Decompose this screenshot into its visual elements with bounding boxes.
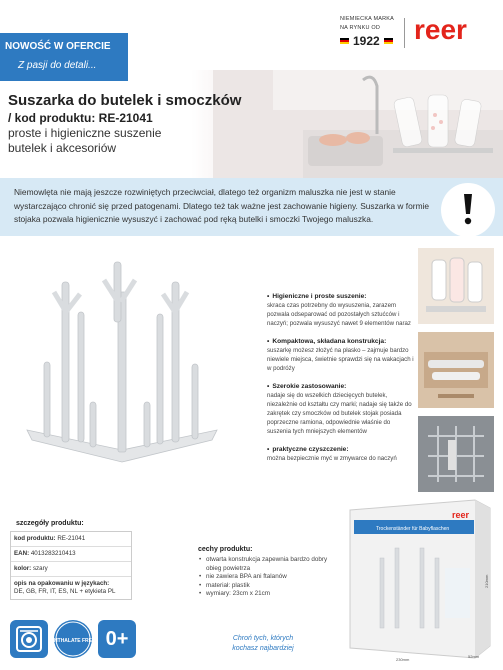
box-dim-height: 210mm xyxy=(484,574,489,588)
cechy-item: • nie zawiera BPA ani ftalanów xyxy=(198,573,338,582)
feature-icons xyxy=(10,620,136,658)
german-flag-icon xyxy=(340,38,349,44)
age-text: 0+ xyxy=(105,627,129,650)
features-list xyxy=(267,292,414,472)
new-offer-banner xyxy=(0,33,128,81)
cechy-item: • materiał: plastik xyxy=(198,582,338,591)
brand-year-text: 1922 xyxy=(353,34,380,48)
details-title: szczegóły produktu: xyxy=(16,520,84,527)
details-label: EAN: xyxy=(14,550,30,557)
details-label: opis na opakowaniu w językach: xyxy=(14,580,110,587)
feature-item xyxy=(267,382,414,436)
feature-desc: nadaje się do wszelkich dziecięcych butelek, niezależnie od kształtu czy marki; nadaje się także do zakrętek czy smoczków od butelek stojak posiada poprzeczne ramiona, odpowiednie właśnie do suszenia tych mniejszych elementów xyxy=(267,392,412,435)
thumbnail-drawer-photo xyxy=(416,330,492,406)
age-0-plus-icon xyxy=(98,620,136,658)
product-subtitle-1: proste i higieniczne suszenie xyxy=(8,126,162,140)
thumbnail-bottles-photo xyxy=(416,246,492,322)
details-row xyxy=(11,562,131,577)
details-label: kolor: xyxy=(14,565,32,572)
brand-year xyxy=(340,34,393,48)
dishwasher-icon xyxy=(10,620,48,658)
reer-logo xyxy=(412,14,498,44)
feature-title: Szerokie zastosowanie: xyxy=(272,383,347,390)
banner-subtitle: Z pasji do detali... xyxy=(18,60,97,71)
slogan xyxy=(218,634,308,654)
phthalate-text: PHTHALATE FREE xyxy=(50,638,96,644)
details-value: DE, GB, FR, IT, ES, NL + etykieta PL xyxy=(14,588,116,595)
cechy-item: • wymiary: 23cm x 21cm xyxy=(198,590,338,599)
feature-title: praktyczne czyszczenie: xyxy=(272,446,349,453)
feature-title: Higieniczne i proste suszenie: xyxy=(272,293,367,300)
product-details xyxy=(10,520,132,600)
details-value: RE-21041 xyxy=(57,535,86,542)
info-band xyxy=(0,178,503,236)
bullet-icon: • xyxy=(267,383,270,390)
phthalate-free-icon xyxy=(50,620,96,658)
details-row xyxy=(11,532,131,547)
info-text: Niemowlęta nie mają jeszcze rozwiniętych przeciwciał, dlatego też organizm maluszka nie jest w stanie wystarczająco chronić się przed patogenami. Dlatego też tak ważne jest zachowanie higieny. Suszarka w formie stojaka pozwala higienicznie wysuszyć i zachować pod ręką butelki i smoczki Twojego maluszka. xyxy=(14,187,430,224)
details-value: szary xyxy=(32,565,48,572)
feature-title: Kompaktowa, składana konstrukcja: xyxy=(272,338,387,345)
product-title: Suszarka do butelek i smoczków xyxy=(8,92,242,109)
bullet-icon: • xyxy=(267,293,270,300)
brand-tagline-2: NA RYNKU OD xyxy=(340,25,380,31)
warning-icon xyxy=(455,192,481,226)
feature-desc: skraca czas potrzebny do wysuszenia, zarazem pozwala odseparować od pozostałych sztućców i naczyń; pozwala wysuszyć nawet 9 elementów naraz xyxy=(267,302,411,327)
feature-desc: można bezpiecznie myć w zmywarce do naczyń xyxy=(267,455,397,462)
box-title: Trockenständer für Babyflaschen xyxy=(376,526,450,532)
cechy-item: • otwarta konstrukcja zapewnia bardzo dobry obieg powietrza xyxy=(198,556,338,573)
product-subtitle-2: butelek i akcesoriów xyxy=(8,141,117,155)
feature-item xyxy=(267,337,414,373)
box-dim-width: 230mm xyxy=(396,657,410,662)
box-logo: reer xyxy=(452,510,470,520)
reer-logo-text: reer xyxy=(414,14,467,45)
banner-title: NOWOŚĆ W OFERCIE xyxy=(5,41,111,52)
details-value: 4013283210413 xyxy=(30,550,76,557)
thumbnail-dishwasher-photo xyxy=(416,414,492,490)
details-row xyxy=(11,547,131,562)
drying-rack-image xyxy=(22,252,222,502)
cechy-title: cechy produktu: xyxy=(198,546,253,553)
feature-item xyxy=(267,292,414,328)
product-title-block xyxy=(8,92,258,156)
bullet-icon: • xyxy=(267,446,270,453)
german-flag-icon xyxy=(384,38,393,44)
details-row xyxy=(11,577,131,599)
details-label: kod produktu: xyxy=(14,535,56,542)
product-features xyxy=(198,546,338,599)
product-box-image xyxy=(340,498,500,663)
details-table xyxy=(10,531,132,600)
brand-block xyxy=(340,12,500,52)
product-code: / kod produktu: RE-21041 xyxy=(8,111,153,125)
feature-desc: suszarkę możesz złożyć na płasko – zajmuje bardzo niewiele miejsca, świetnie sprawdzi się na wakacjach i w podróży xyxy=(267,347,414,372)
feature-item xyxy=(267,445,414,463)
box-dim-depth: 52mm xyxy=(468,654,480,659)
slogan-line-2: kochasz najbardziej xyxy=(232,645,294,652)
brand-tagline-1: NIEMIECKA MARKA xyxy=(340,16,395,22)
brand-divider xyxy=(404,18,405,48)
bullet-icon: • xyxy=(267,338,270,345)
slogan-line-1: Chroń tych, których xyxy=(232,635,294,642)
